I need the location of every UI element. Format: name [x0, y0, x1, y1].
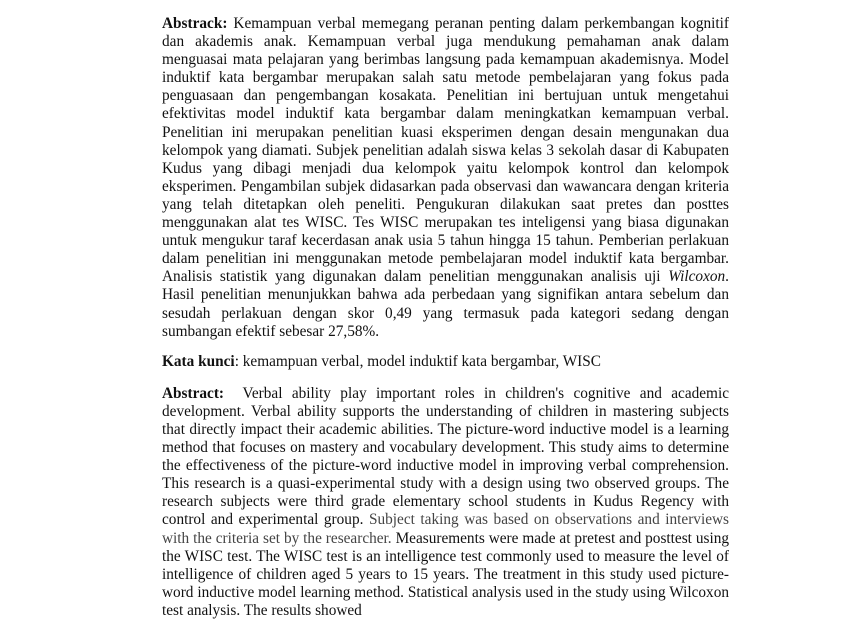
wilcoxon-italic: Wilcoxon [668, 268, 726, 286]
abstract-text-end: Measurements were made at pretest and posttest using the WISC test. The WISC test is an intelligence test commonly used to measure the level of intelligence of children aged 5 years to 15 years. The treatment in this study used picture-word inductive model learning method. Statistical analysis used in the study using Wilcoxon test analysis. The results showed [162, 529, 733, 619]
abstrack-text: Kemampuan verbal memegang peranan penting dalam perkembangan kognitif dan akademis anak. Kemampuan verbal juga mendukung pemahaman anak dalam menguasai mata pelajaran yang berimbas langsung pada kemampuan akademisnya. Model induktif kata bergambar merupakan salah satu metode pembelajaran yang fokus pada penguasaan dan pengembangan kosakata. Penelitian ini bertujuan untuk mengetahui efektivitas model induktif kata bergambar dalam meningkatkan kemampuan verbal. Penelitian ini merupakan penelitian kuasi eksperimen dengan desain mengunakan dua kelompok yang diamati. Subjek penelitian adalah siswa kelas 3 sekolah dasar di Kabupaten Kudus yang dibagi menjadi dua kelompok yaitu kelompok kontrol dan kelompok eksperimen. Pengambilan subjek didasarkan pada observasi dan wawancara dengan kriteria yang telah ditetapkan oleh peneliti. Pengukuran dilakukan saat pretes dan posttes menggunakan alat tes WISC. Tes WISC merupakan tes inteligensi yang biasa digunakan untuk mengukur taraf kecerdasan anak usia 5 tahun hingga 15 tahun. Pemberian perlakuan dalam penelitian ini menggunakan metode pembelajaran model induktif kata bergambar. Analisis statistik yang digunakan dalam penelitian menggunakan analisis uji [162, 15, 729, 286]
abstract-text: Verbal ability play important roles in children's cognitive and academic development. Verbal ability supports the understanding of children in mastering subjects that directly impact their academic abilities. The picture-word inductive model is a learning method that focuses on mastery and vocabulary development. This study aims to determine the effectiveness of the picture-word inductive model in improving verbal comprehension. This research is a quasi-experimental study with a design using two observed groups. The research subjects were third grade elementary school students in Kudus Regency with control and experimental group. [162, 384, 733, 529]
abstrack-text-end: . Hasil penelitian menunjukkan bahwa ada perbedaan yang signifikan antara sebelum dan sesudah perlakuan dengan skor 0,49 yang termasuk pada kategori sedang dengan sumbangan efektif sebesar 27,58%. [162, 268, 729, 340]
paper-page [162, 15, 733, 620]
keywords-label: Kata kunci [162, 352, 235, 370]
abstract-label: Abstract: [162, 384, 225, 402]
abstrack-paragraph [162, 15, 729, 341]
abstract-paragraph [162, 384, 733, 620]
keywords-paragraph [162, 353, 729, 371]
keywords-text: : kemampuan verbal, model induktif kata bergambar, WISC [234, 352, 601, 370]
abstrack-label: Abstrack: [162, 15, 228, 32]
abstract-text-soft: Subject taking was based on observations and interviews with the criteria set by the researcher. [162, 511, 733, 547]
